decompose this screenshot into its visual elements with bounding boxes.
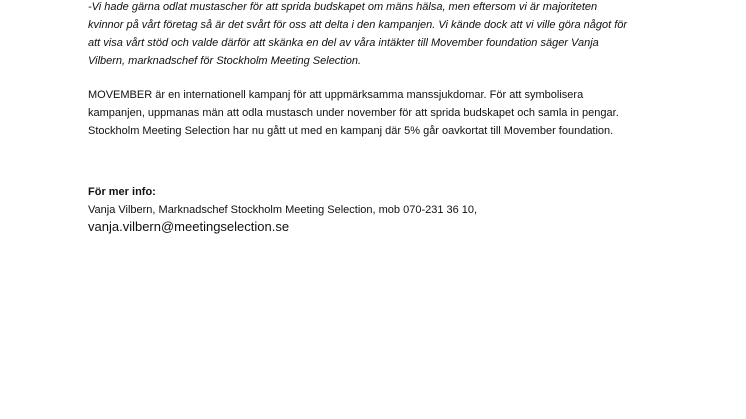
contact-email[interactable]: vanja.vilbern@meetingselection.se — [88, 219, 290, 234]
quote-line: kvinnor på vårt företag så är det svårt för oss att delta i den kampanjen. Vi kände dock att vi ville göra något för — [88, 19, 628, 31]
body-line: Stockholm Meeting Selection har nu gått ut med en kampanj där 5% går oavkortat till Movember foundation. — [88, 125, 614, 137]
quote-line: -Vi hade gärna odlat mustascher för att sprida budskapet om mäns hälsa, men eftersom vi är majoriteten — [88, 1, 598, 13]
body-line: kampanjen, uppmanas män att odla mustasch under november för att sprida budskapet och samla in pengar. — [88, 107, 619, 119]
more-info-heading: För mer info: — [88, 186, 156, 198]
contact-line: Vanja Vilbern, Marknadschef Stockholm Meeting Selection, mob 070-231 36 10, — [88, 204, 478, 216]
quote-line: att visa vårt stöd och valde därför att skänka en del av våra intäkter till Movember foundation säger Vanja — [88, 37, 599, 49]
quote-paragraph — [88, 0, 728, 70]
quote-line: Vilbern, marknadschef för Stockholm Meeting Selection. — [88, 55, 362, 67]
body-line: MOVEMBER är en internationell kampanj för att uppmärksamma manssjukdomar. För att symbolisera — [88, 89, 584, 101]
movember-paragraph — [88, 86, 728, 140]
